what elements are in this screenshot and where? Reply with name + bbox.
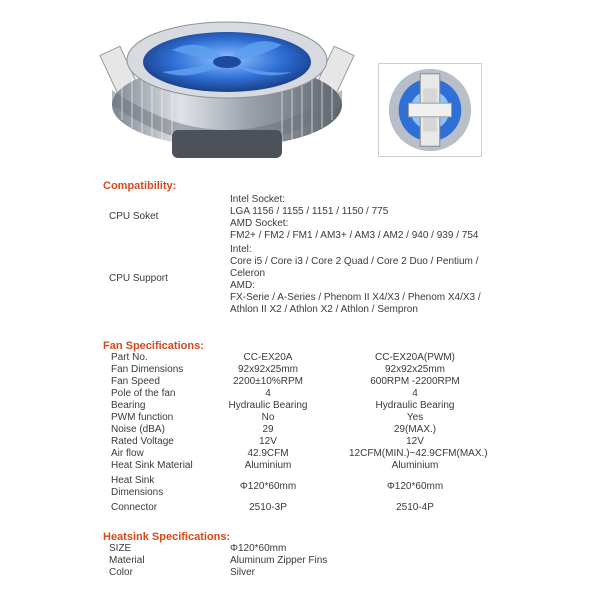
spec-name: Noise (dBA): [111, 424, 165, 435]
spec-name: Bearing: [111, 400, 146, 411]
heatsink-spec-name: Material: [109, 555, 145, 566]
cpu-support-line: Athlon II X2 / Athlon X2 / Athlon / Sempron: [230, 304, 418, 315]
compatibility-heading: Compatibility:: [103, 180, 177, 192]
spec-value-standard: 2510-3P: [249, 502, 287, 513]
spec-name: PWM function: [111, 412, 174, 423]
cpu-support-label: CPU Support: [109, 273, 168, 284]
spec-value-standard: 12V: [259, 436, 277, 447]
spec-value-pwm: 2510-4P: [396, 502, 434, 513]
cpu-support-line: Celeron: [230, 268, 266, 279]
spec-value-standard: 92x92x25mm: [237, 364, 299, 375]
spec-name: Connector: [111, 502, 158, 513]
spec-value-pwm: Aluminium: [391, 460, 439, 471]
spec-name: Rated Voltage: [111, 436, 174, 447]
spec-name: Fan Speed: [111, 376, 160, 387]
cpu-socket-line: LGA 1156 / 1155 / 1151 / 1150 / 775: [230, 206, 389, 217]
spec-value-pwm: 29(MAX.): [393, 424, 437, 435]
spec-value-pwm: Hydraulic Bearing: [375, 400, 455, 411]
spec-value-standard: 42.9CFM: [247, 448, 289, 459]
spec-value-standard: 2200±10%RPM: [233, 376, 303, 387]
heatsink-spec-name: SIZE: [109, 543, 132, 554]
spec-value-standard: 29: [262, 424, 274, 435]
spec-value-standard: 4: [265, 388, 271, 399]
spec-name: Fan Dimensions: [111, 364, 184, 375]
spec-value-pwm: 600RPM -2200RPM: [370, 376, 460, 387]
cpu-cooler-product-image: [92, 10, 362, 170]
spec-name: Pole of the fan: [111, 388, 176, 399]
spec-value-pwm: 4: [412, 388, 418, 399]
spec-value-standard: Hydraulic Bearing: [228, 400, 308, 411]
cpu-socket-label: CPU Soket: [109, 211, 159, 222]
cpu-socket-line: Intel Socket:: [230, 194, 286, 205]
spec-value-pwm: 92x92x25mm: [384, 364, 446, 375]
spec-value-pwm: 12CFM(MIN.)~42.9CFM(MAX.): [349, 448, 488, 459]
heatsink-spec-value: Silver: [230, 567, 256, 578]
heatsink-spec-name: Color: [109, 567, 133, 578]
spec-value-pwm: Φ120*60mm: [386, 481, 444, 492]
spec-name: Heat Sink: [111, 475, 155, 486]
cpu-support-line: Intel:: [230, 244, 252, 255]
spec-value-pwm: Yes: [406, 412, 424, 423]
spec-value-standard: No: [261, 412, 275, 423]
spec-name: Heat Sink Material: [111, 460, 193, 471]
cpu-support-line: AMD:: [230, 280, 255, 291]
spec-name: Part No.: [111, 352, 148, 363]
heatsink-spec-value: Φ120*60mm: [230, 543, 287, 554]
heatsink-specifications-heading: Heatsink Specifications:: [103, 531, 231, 543]
cpu-support-line: FX-Serie / A-Series / Phenom II X4/X3 / Phenom X4/X3 /: [230, 292, 481, 303]
spec-value-standard: CC-EX20A: [243, 352, 293, 363]
cpu-socket-line: FM2+ / FM2 / FM1 / AM3+ / AM3 / AM2 / 940 / 939 / 754: [230, 230, 479, 241]
cpu-cooler-top-view-image: [378, 63, 482, 157]
cpu-socket-line: AMD Socket:: [230, 218, 289, 229]
spec-name: Air flow: [111, 448, 144, 459]
spec-value-pwm: CC-EX20A(PWM): [374, 352, 455, 363]
cpu-support-line: Core i5 / Core i3 / Core 2 Quad / Core 2 Duo / Pentium /: [230, 256, 479, 267]
fan-specifications-heading: Fan Specifications:: [103, 340, 204, 352]
heatsink-spec-value: Aluminum Zipper Fins: [230, 555, 328, 566]
spec-name: Dimensions: [111, 487, 164, 498]
spec-value-pwm: 12V: [406, 436, 424, 447]
spec-value-standard: Φ120*60mm: [239, 481, 297, 492]
spec-value-standard: Aluminium: [244, 460, 292, 471]
